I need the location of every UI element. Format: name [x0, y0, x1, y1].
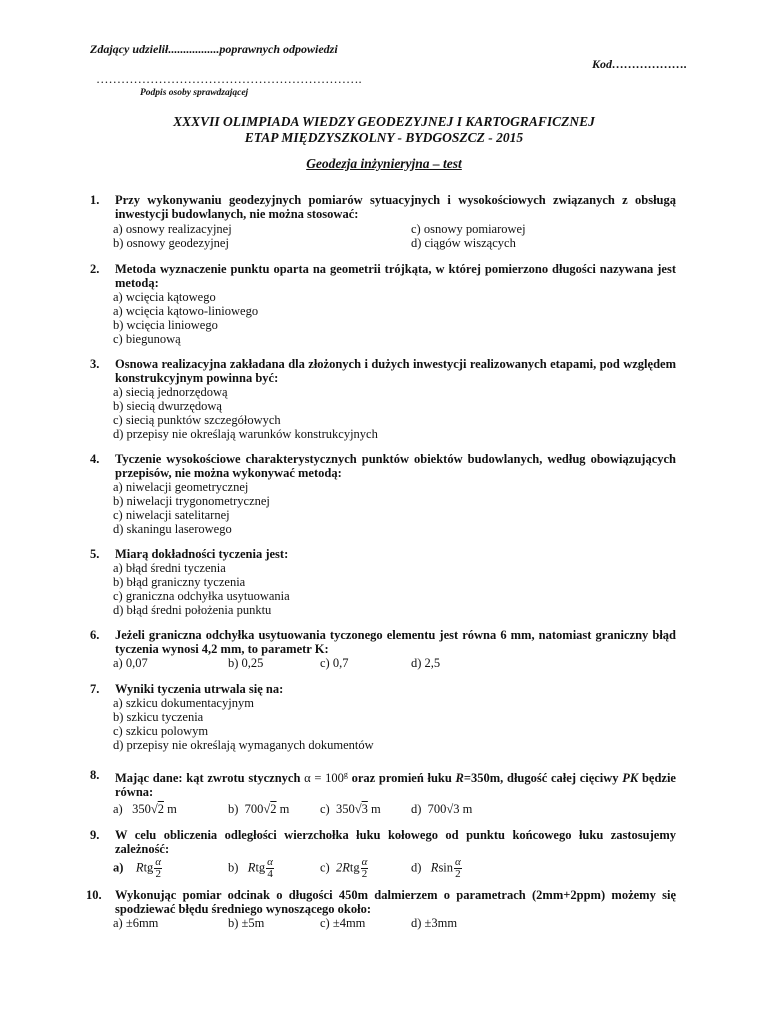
question-number: 8. [90, 768, 100, 782]
title-line-1: XXXVII OLIMPIADA WIEDZY GEODEZYJNEJ I KARTOGRAFICZNEJ [173, 114, 595, 129]
option[interactable]: c) graniczna odchyłka usytuowania [113, 589, 290, 603]
question-text: W celu obliczenia odległości wierzchołka łuku kołowego od punktu końcowego łuku zastosujemy zależność: [115, 828, 676, 856]
option[interactable]: c) szkicu polowym [113, 724, 209, 738]
option[interactable]: a) siecią jednorzędową [113, 385, 228, 399]
question-text: Metoda wyznaczenie punktu oparta na geometrii trójkąta, w której pomierzono długości nazywana jest metodą: [115, 262, 676, 290]
question-number: 5. [90, 547, 100, 561]
question-text: Tyczenie wysokościowe charakterystycznych punktów obiektów budowlanych, według obowiązujących przepisów, nie można wykonywać metodą: [115, 452, 676, 480]
option[interactable]: b) 700√2 m [228, 802, 290, 816]
option[interactable]: d) błąd średni położenia punktu [113, 603, 272, 617]
option[interactable]: a) wcięcia kątowego [113, 290, 216, 304]
option[interactable]: b) szkicu tyczenia [113, 710, 204, 724]
question-10 [86, 888, 676, 916]
question-number: 9. [90, 828, 100, 842]
question-text: Mając dane: kąt zwrotu stycznych $\alpha = 100^g$ oraz promień łuku R=350m, długość całej cięciwy PK będzie równa: [115, 770, 676, 800]
option[interactable]: b) wcięcia liniowego [113, 318, 218, 332]
question-text: Jeżeli graniczna odchyłka usytuowania tyczonego elementu jest równa 6 mm, natomiast graniczny błąd tyczenia wynosi 4,2 mm, to parametr K: [115, 628, 676, 656]
option[interactable]: c) biegunową [113, 332, 181, 346]
question-text: Miarą dokładności tyczenia jest: [115, 547, 289, 561]
option[interactable]: d) skaningu laserowego [113, 522, 232, 536]
option[interactable]: c) osnowy pomiarowej [411, 222, 526, 236]
question-6 [90, 628, 676, 656]
option[interactable]: c) 2Rtg $\frac{\alpha}{2}$ [320, 856, 368, 880]
question-number: 1. [90, 193, 100, 207]
option[interactable]: a) wcięcia kątowo-liniowego [113, 304, 259, 318]
question-number: 3. [90, 357, 100, 371]
option[interactable]: a) osnowy realizacyjnej [113, 222, 232, 236]
question-5 [90, 547, 676, 561]
question-7 [90, 682, 676, 696]
option[interactable]: a) niwelacji geometrycznej [113, 480, 249, 494]
question-text: Przy wykonywaniu geodezyjnych pomiarów sytuacyjnych i wysokościowych związanych z obsługą inwestycji budowlanych, nie można stosować: [115, 193, 676, 221]
question-1 [90, 193, 676, 221]
option[interactable]: b) ±5m [228, 916, 265, 930]
option[interactable]: b) siecią dwurzędową [113, 399, 222, 413]
option[interactable]: a) Rtg $\frac{\alpha}{2}$ [113, 856, 162, 880]
option[interactable]: c) 350√3 m [320, 802, 381, 816]
option[interactable]: a) błąd średni tyczenia [113, 561, 226, 575]
option[interactable]: d) ciągów wiszących [411, 236, 516, 250]
option[interactable]: d) 2,5 [411, 656, 441, 670]
option[interactable]: c) ±4mm [320, 916, 366, 930]
corrector-line: Zdający udzielił.................poprawnych odpowiedzi [90, 42, 338, 56]
question-number: 7. [90, 682, 100, 696]
subtitle: Geodezja inżynieryjna – test [306, 156, 462, 171]
question-text: Wykonując pomiar odcinak o długości 450m dalmierzem o parametrach (2mm+2ppm) możemy się spodziewać błędu średniego wynoszącego około: [115, 888, 676, 916]
option[interactable]: d) przepisy nie określają warunków konstrukcyjnych [113, 427, 378, 441]
question-text: Osnowa realizacyjna zakładana dla złożonych i dużych inwestycji realizowanych etapami, pod względem konstrukcyjnym powinna być: [115, 357, 676, 385]
option[interactable]: c) niwelacji satelitarnej [113, 508, 230, 522]
question-4 [90, 452, 676, 480]
option[interactable]: a) ±6mm [113, 916, 159, 930]
signature-line: ………………………………………………………. [96, 72, 362, 86]
question-number: 6. [90, 628, 100, 642]
signature-caption: Podpis osoby sprawdzającej [140, 88, 249, 98]
question-number: 2. [90, 262, 100, 276]
question-3 [90, 357, 676, 385]
option[interactable]: c) 0,7 [320, 656, 349, 670]
question-text: Wyniki tyczenia utrwala się na: [115, 682, 284, 696]
option[interactable]: d) przepisy nie określają wymaganych dokumentów [113, 738, 374, 752]
option[interactable]: b) Rtg $\frac{\alpha}{4}$ [228, 856, 273, 880]
option[interactable]: a) 0,07 [113, 656, 148, 670]
option[interactable]: c) siecią punktów szczegółowych [113, 413, 281, 427]
option[interactable]: b) osnowy geodezyjnej [113, 236, 229, 250]
option[interactable]: b) niwelacji trygonometrycznej [113, 494, 270, 508]
question-number: 10. [86, 888, 102, 902]
title-line-2: ETAP MIĘDZYSZKOLNY - BYDGOSZCZ - 2015 [244, 130, 524, 145]
option[interactable]: a) szkicu dokumentacyjnym [113, 696, 254, 710]
alpha-value: $\alpha = 100^g$ [304, 770, 348, 786]
option[interactable]: d) 700√3 m [411, 802, 473, 816]
option[interactable]: b) błąd graniczny tyczenia [113, 575, 246, 589]
option[interactable]: b) 0,25 [228, 656, 264, 670]
option[interactable]: d) ±3mm [411, 916, 458, 930]
option[interactable]: d) Rsin $\frac{\alpha}{2}$ [411, 856, 461, 880]
question-number: 4. [90, 452, 100, 466]
option[interactable]: a) 350√2 m [113, 802, 177, 816]
question-9 [90, 828, 676, 856]
question-2 [90, 262, 676, 290]
code-label: Kod………………. [592, 57, 688, 71]
question-8 [90, 768, 676, 799]
